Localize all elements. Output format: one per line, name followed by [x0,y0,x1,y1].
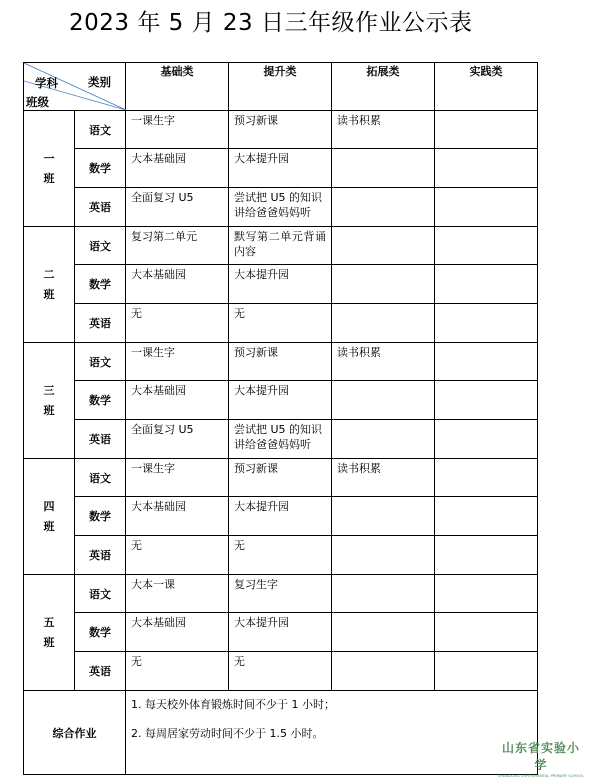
improve-cell: 大本提升园 [229,149,332,188]
extend-cell: 读书积累 [332,459,435,497]
class-name-char: 五 [43,615,55,629]
practice-cell [435,381,538,420]
extend-cell [332,265,435,304]
improve-cell: 无 [229,536,332,575]
class-name-char: 班 [43,287,55,301]
practice-cell [435,575,538,613]
practice-cell [435,652,538,691]
class-name-char: 班 [43,171,55,185]
table-row [24,536,538,575]
class-name-char: 三 [43,383,55,397]
extend-cell [332,536,435,575]
basic-cell: 一课生字 [126,459,229,497]
subject-cell: 数学 [75,497,126,536]
subject-cell: 英语 [75,652,126,691]
table-row [24,188,538,227]
improve-cell: 无 [229,304,332,343]
practice-cell [435,227,538,265]
extend-cell [332,304,435,343]
improve-cell: 预习新课 [229,111,332,149]
subject-cell: 英语 [75,420,126,459]
practice-cell [435,459,538,497]
extend-cell [332,227,435,265]
class-name-cell [24,227,75,343]
corner-class-label: 班级 [26,95,49,109]
homework-table [23,62,538,775]
comprehensive-label: 综合作业 [24,691,126,775]
improve-cell: 预习新课 [229,343,332,381]
basic-cell: 无 [126,652,229,691]
class-name-char: 一 [43,151,55,165]
class-name-cell [24,111,75,227]
extend-cell [332,613,435,652]
subject-cell: 英语 [75,304,126,343]
basic-cell: 大本基础园 [126,265,229,304]
basic-cell: 无 [126,536,229,575]
basic-cell: 一课生字 [126,111,229,149]
class-name-cell [24,575,75,691]
improve-cell: 大本提升园 [229,497,332,536]
class-name-char: 二 [43,267,55,281]
subject-cell: 数学 [75,381,126,420]
school-logo-name-en: SHANDONG EXPERIMENTAL PRIMARY SCHOOL [497,774,585,778]
corner-category-label: 类别 [88,75,111,89]
basic-cell: 大本基础园 [126,497,229,536]
practice-cell [435,343,538,381]
improve-cell: 无 [229,652,332,691]
practice-cell [435,497,538,536]
school-logo [496,739,586,778]
extend-cell: 读书积累 [332,111,435,149]
comprehensive-item-1: 1. 每天校外体育锻炼时间不少于 1 小时； [131,698,335,711]
col-header-improve: 提升类 [229,63,332,111]
table-row [24,343,538,381]
table-row [24,459,538,497]
table-row [24,420,538,459]
basic-cell: 大本基础园 [126,613,229,652]
table-row [24,111,538,149]
subject-cell: 英语 [75,188,126,227]
class-name-cell [24,343,75,459]
basic-cell: 无 [126,304,229,343]
table-row [24,497,538,536]
subject-cell: 语文 [75,459,126,497]
extend-cell [332,420,435,459]
subject-cell: 语文 [75,575,126,613]
improve-cell: 尝试把 U5 的知识讲给爸爸妈妈听 [229,188,332,227]
class-name-cell [24,459,75,575]
basic-cell: 全面复习 U5 [126,420,229,459]
practice-cell [435,188,538,227]
improve-cell: 大本提升园 [229,381,332,420]
class-name-char: 四 [43,499,55,513]
extend-cell [332,381,435,420]
table-row [24,575,538,613]
subject-cell: 语文 [75,343,126,381]
practice-cell [435,111,538,149]
practice-cell [435,420,538,459]
subject-cell: 数学 [75,613,126,652]
class-name-char: 班 [43,403,55,417]
corner-subject-label: 学科 [35,76,58,90]
table-row [24,227,538,265]
class-name-char: 班 [43,519,55,533]
basic-cell: 大本一课 [126,575,229,613]
col-header-practice: 实践类 [435,63,538,111]
school-logo-name-cn: 山东省实验小学 [501,741,580,772]
practice-cell [435,304,538,343]
extend-cell [332,497,435,536]
comprehensive-notes [126,691,538,775]
col-header-extend: 拓展类 [332,63,435,111]
table-row [24,613,538,652]
improve-cell: 默写第二单元背诵内容 [229,227,332,265]
practice-cell [435,613,538,652]
subject-cell: 语文 [75,111,126,149]
extend-cell [332,188,435,227]
table-row [24,149,538,188]
table-row [24,381,538,420]
table-row [24,265,538,304]
subject-cell: 数学 [75,149,126,188]
practice-cell [435,536,538,575]
practice-cell [435,265,538,304]
extend-cell [332,652,435,691]
basic-cell: 大本基础园 [126,149,229,188]
comprehensive-item-2: 2. 每周居家劳动时间不少于 1.5 小时。 [131,727,324,740]
improve-cell: 大本提升园 [229,265,332,304]
table-row [24,652,538,691]
improve-cell: 尝试把 U5 的知识讲给爸爸妈妈听 [229,420,332,459]
extend-cell: 读书积累 [332,343,435,381]
corner-header-cell [24,63,126,111]
table-row [24,304,538,343]
improve-cell: 复习生字 [229,575,332,613]
basic-cell: 全面复习 U5 [126,188,229,227]
col-header-basic: 基础类 [126,63,229,111]
header-row [24,63,538,111]
practice-cell [435,149,538,188]
page-title: 2023 年 5 月 23 日三年级作业公示表 [69,10,473,36]
basic-cell: 大本基础园 [126,381,229,420]
class-name-char: 班 [43,635,55,649]
subject-cell: 英语 [75,536,126,575]
improve-cell: 大本提升园 [229,613,332,652]
extend-cell [332,575,435,613]
improve-cell: 预习新课 [229,459,332,497]
basic-cell: 一课生字 [126,343,229,381]
comprehensive-row [24,691,538,775]
subject-cell: 语文 [75,227,126,265]
subject-cell: 数学 [75,265,126,304]
extend-cell [332,149,435,188]
basic-cell: 复习第二单元 [126,227,229,265]
